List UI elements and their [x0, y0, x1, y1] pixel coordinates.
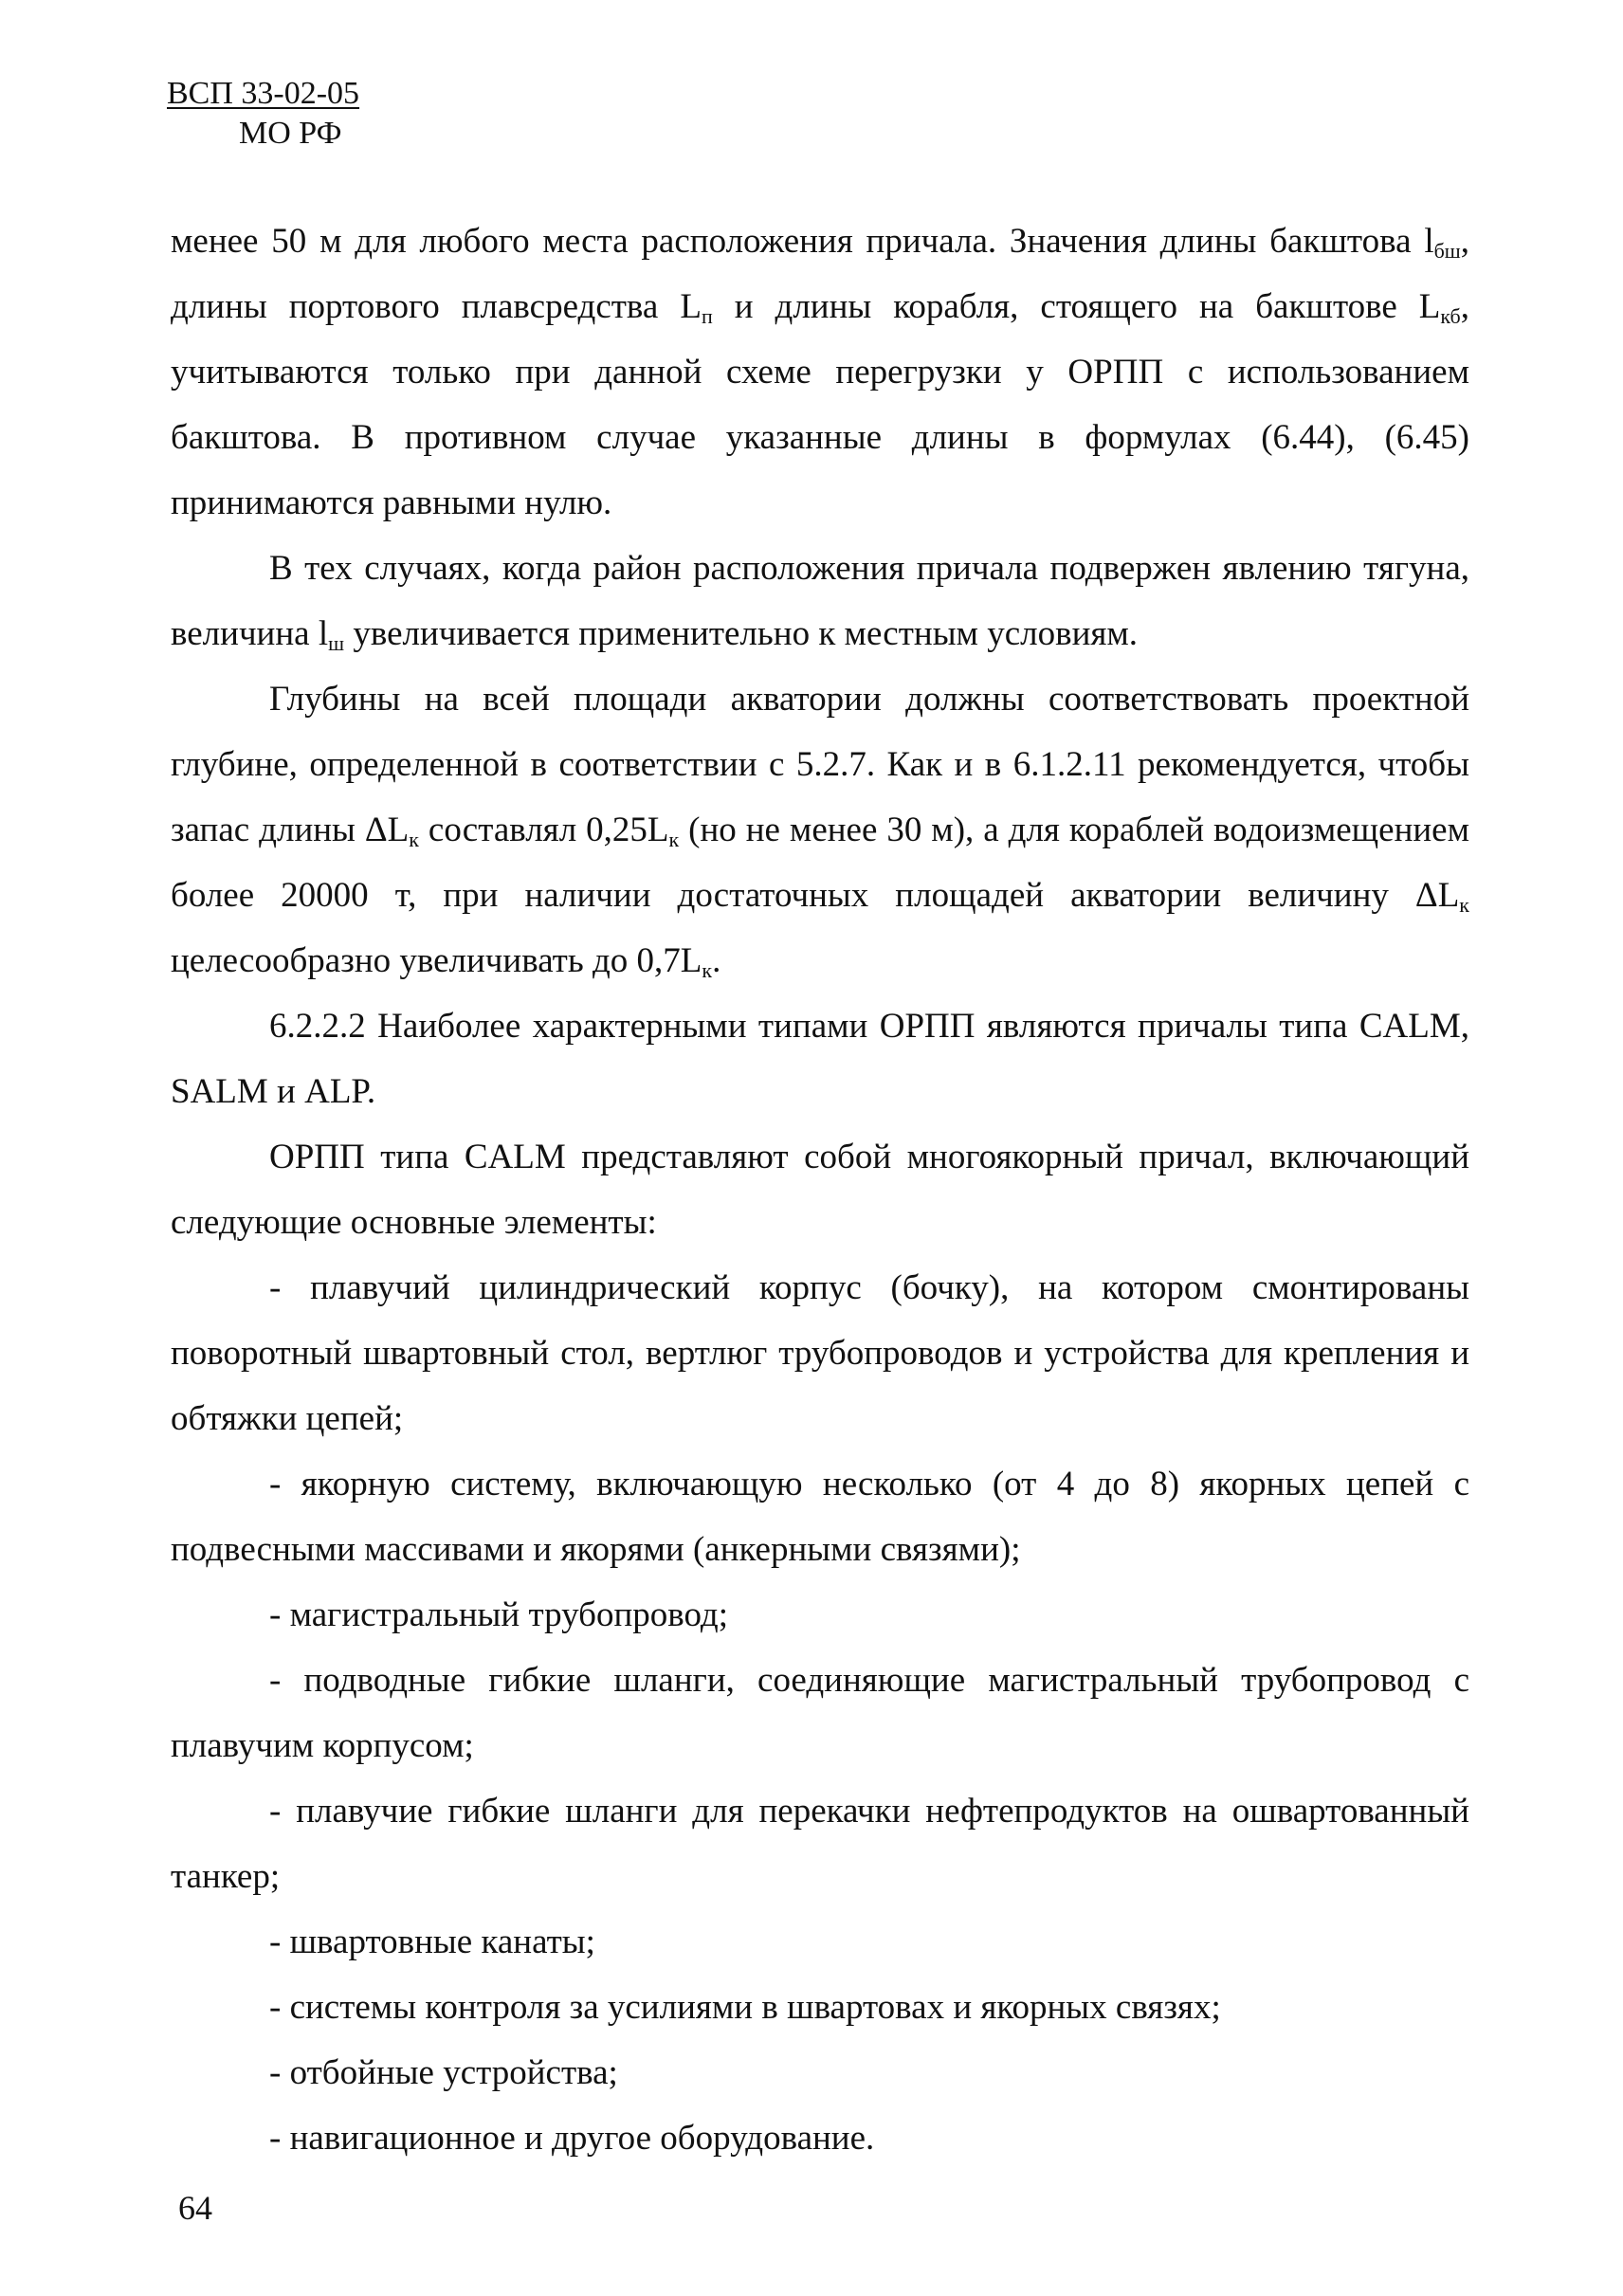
standard-code: ВСП 33-02-05 — [167, 76, 360, 111]
paragraph-section-6-2-2-2: 6.2.2.2 Наиболее характерными типами ОРПП являются причалы типа CALM, SALM и ALP. — [171, 1007, 1469, 1111]
paragraph-calm-intro: ОРПП типа CALM представляют собой многоякорный причал, включающий следующие основные элементы: — [171, 1138, 1469, 1242]
document-body — [171, 209, 1469, 2171]
list-item: - магистральный трубопровод; — [269, 1595, 728, 1634]
organization-label: МО РФ — [239, 116, 342, 151]
list-item: - навигационное и другое оборудование. — [269, 2119, 875, 2158]
list-item: - отбойные устройства; — [269, 2053, 618, 2092]
page-number: 64 — [178, 2189, 212, 2227]
list-item: - плавучий цилиндрический корпус (бочку), на котором смонтированы поворотный швартовный стол, вертлюг трубопроводов и устройства для крепления и обтяжки цепей; — [171, 1268, 1469, 1438]
list-item: - системы контроля за усилиями в швартовах и якорных связях; — [269, 1988, 1221, 2027]
paragraph-surge: В тех случаях, когда район расположения причала подвержен явлению тягуна, величина $l_ш$ увеличивается применительно к местным условиям. — [171, 549, 1469, 655]
list-item: - швартовные канаты; — [269, 1922, 595, 1961]
paragraph-berth-lengths: менее 50 м для любого места расположения причала. Значения длины бакштова $l_{бш}$, длины портового плавсредства $L_п$ и длины корабля, стоящего на бакштове $L_{кб}$, учитываются только при данной схеме перегрузки у ОРПП с использованием бакштова. В противном случае указанные длины в формулах (6.44), (6.45) принимаются равными нулю. — [171, 222, 1469, 522]
paragraph-depths: Глубины на всей площади акватории должны соответствовать проектной глубине, определенной в соответствии с 5.2.7. Как и в 6.1.2.11 рекомендуется, чтобы запас длины $\Delta L_к$ составлял $0,25L_к$ (но не менее 30 м), а для кораблей водоизмещением более 20000 т, при наличии достаточных площадей акватории величину $\Delta L_к$ целесообразно увеличивать до $0,7L_к$. — [171, 680, 1470, 982]
document-header — [167, 74, 359, 154]
list-item: - якорную систему, включающую несколько (от 4 до 8) якорных цепей с подвесными массивами и якорями (анкерными связями); — [171, 1465, 1469, 1569]
list-item: - плавучие гибкие шланги для перекачки нефтепродуктов на ошвартованный танкер; — [171, 1792, 1469, 1896]
list-item: - подводные гибкие шланги, соединяющие магистральный трубопровод с плавучим корпусом; — [171, 1661, 1469, 1765]
